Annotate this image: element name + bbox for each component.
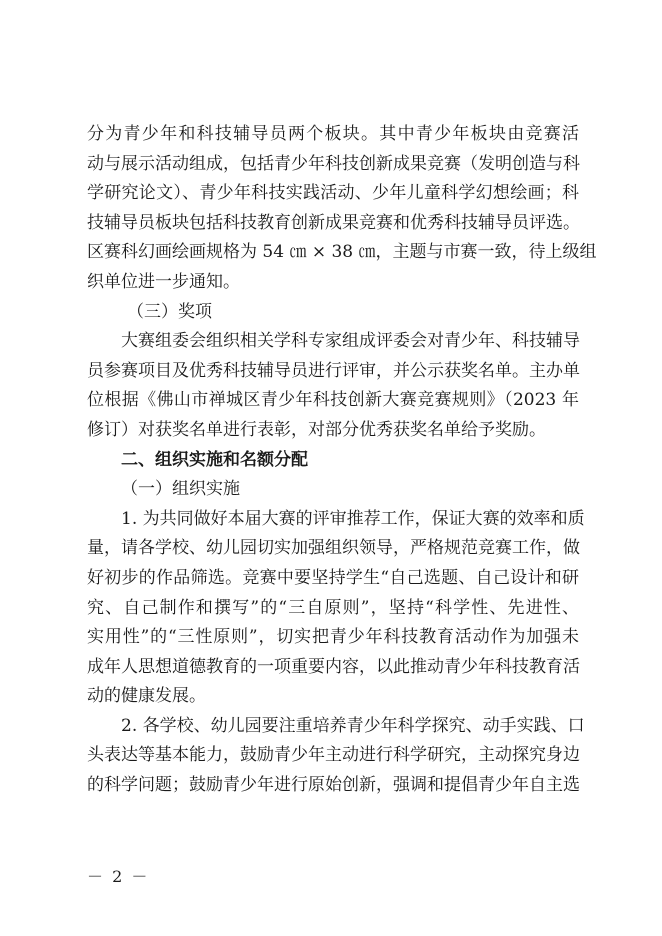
- text-line: 大赛组委会组织相关学科专家组成评委会对青少年、科技辅导: [121, 331, 580, 352]
- text-line: 2. 各学校、幼儿园要注重培养青少年科学探究、动手实践、口: [121, 715, 585, 736]
- section-heading-awards: （三）奖项: [127, 301, 212, 322]
- text-line: 量，请各学校、幼儿园切实加强组织领导，严格规范竞赛工作，做: [87, 538, 580, 559]
- section-heading-organization: 二、组织实施和名额分配: [121, 449, 308, 470]
- text-line: 的科学问题；鼓励青少年进行原始创新，强调和提倡青少年自主选: [87, 775, 580, 796]
- text-line: 技辅导员板块包括科技教育创新成果竞赛和优秀科技辅导员评选。: [87, 212, 580, 233]
- text-line: 区赛科幻画绘画规格为 54 ㎝ × 38 ㎝，主题与市赛一致，待上级组: [87, 242, 597, 263]
- text-line: 动的健康发展。: [87, 686, 206, 707]
- page-number: － 2 －: [87, 867, 150, 886]
- subsection-heading-implementation: （一）组织实施: [121, 479, 240, 500]
- text-line: 员参赛项目及优秀科技辅导员进行评审，并公示获奖名单。主办单: [87, 360, 580, 381]
- text-line: 头表达等基本能力，鼓励青少年主动进行科学研究，主动探究身边: [87, 745, 580, 766]
- text-line: 究、自己制作和撰写”的“三自原则”，坚持“科学性、先进性、: [87, 597, 579, 618]
- text-line: 1. 为共同做好本届大赛的评审推荐工作，保证大赛的效率和质: [121, 508, 585, 529]
- text-line: 位根据《佛山市禅城区青少年科技创新大赛竞赛规则》（2023 年: [87, 390, 579, 411]
- text-line: 学研究论文）、青少年科技实践活动、少年儿童科学幻想绘画；科: [87, 183, 579, 204]
- text-line: 实用性”的“三性原则”，切实把青少年科技教育活动作为加强未: [87, 627, 579, 648]
- text-line: 分为青少年和科技辅导员两个板块。其中青少年板块由竞赛活: [87, 124, 579, 144]
- text-line: 好初步的作品筛选。竞赛中要坚持学生“自己选题、自己设计和研: [87, 567, 579, 588]
- text-line: 织单位进一步通知。: [87, 271, 240, 292]
- text-line: 成年人思想道德教育的一项重要内容，以此推动青少年科技教育活: [87, 656, 580, 677]
- document-page: [87, 120, 597, 801]
- text-line: 动与展示活动组成，包括青少年科技创新成果竞赛（发明创造与科: [87, 153, 580, 174]
- text-line: 修订）对获奖名单进行表彰，对部分优秀获奖名单给予奖励。: [87, 419, 546, 440]
